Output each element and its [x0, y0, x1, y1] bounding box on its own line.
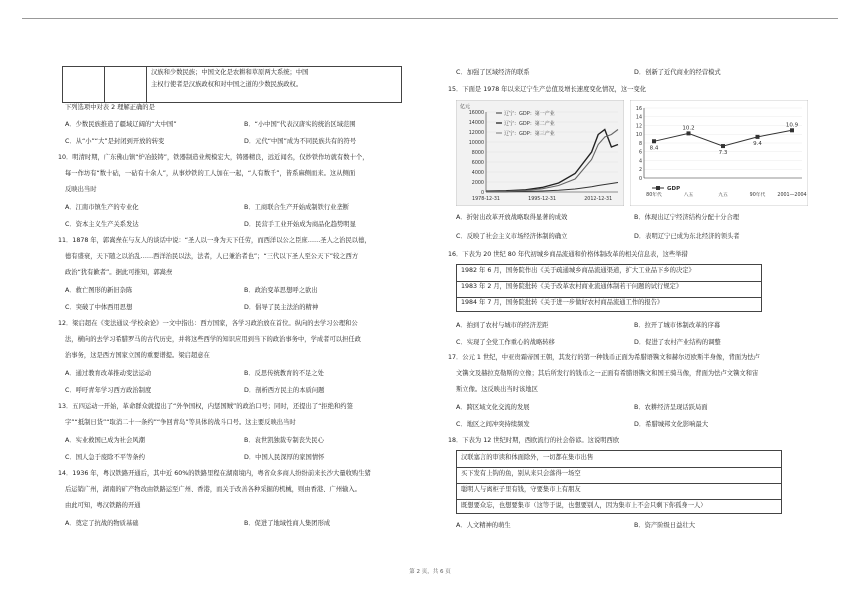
legend-entry-3: 辽宁：GDP：第三产业 — [504, 131, 555, 137]
q11-option-b[interactable]: B．政治变革思想呼之欲出 — [244, 287, 318, 294]
data-point — [721, 144, 725, 148]
q13-line-1: 13．五四运动一开始，革命群众就提出了“外争国权，内惩国贼”的政治口号；同时，还提出了“拒绝和约签 — [58, 403, 353, 410]
q13-option-b[interactable]: B．袁世凯独裁专制丧失民心 — [244, 437, 324, 444]
q16-row-3: 1984 年 7 月，国务院批转《关于进一步做好农村商品流通工作的报告》 — [461, 299, 664, 306]
y-tick-label: 14000 — [468, 120, 484, 126]
q14-option-d[interactable]: D．创新了近代商业的经营模式 — [634, 69, 721, 76]
data-label: 10.9 — [785, 122, 799, 129]
q14-line-3: 由此可知，粤汉铁路的开通 — [65, 502, 141, 509]
q18-row-3: 聪明人与离柜子里有钱，守要集市上有朋友 — [461, 486, 581, 493]
x-tick-labels — [472, 196, 612, 202]
q17-option-b[interactable]: B．农耕经济呈现话跃局面 — [634, 404, 708, 411]
q18-divider-2 — [457, 483, 781, 484]
q16-divider-1 — [457, 281, 761, 282]
data-point — [756, 135, 760, 139]
q17-option-a[interactable]: A．跨区域文化交流的发展 — [456, 404, 530, 411]
q12-option-c[interactable]: C．呼吁青年学习西方政治制度 — [65, 387, 152, 394]
x-tick-label: 2012-12-31 — [584, 197, 613, 202]
data-label: 9.4 — [753, 140, 762, 147]
legend-entry-2: 辽宁：GDP：第二产业 — [504, 121, 555, 127]
q16-row-2: 1983 年 2 月，国务院批转《关于改革农村商业流通体制若干问题的试行规定》 — [461, 283, 683, 290]
q17-option-c[interactable]: C．地区之间冲突持续频发 — [456, 421, 530, 428]
q10-option-c[interactable]: C．资本主义生产关系发达 — [65, 221, 139, 228]
y-tick-label: 8 — [638, 141, 642, 147]
q14-option-b[interactable]: B．促进了地域性商人集团形成 — [244, 520, 331, 527]
q18-option-a[interactable]: A．人文精神的萌生 — [456, 522, 511, 529]
x-tick-label: 1978-12-31 — [472, 197, 500, 202]
q17-line-3: 斯立像。这反映出当时该地区 — [456, 386, 538, 393]
q14-line-1: 14．1936 年，粤汉铁路开通后，其中近 60%的铁路里程在湖南境内，粤省众多商人纷纷前来长沙大量收购生猪 — [58, 470, 371, 477]
y-tick-label: 12000 — [468, 130, 484, 136]
q10-line-1: 10．明清时期，广东佛山镇“炉冶鼓铸”，铁器制造业规模宏大，铸器精良，远近闻名，仅炒铁作坊就有数十个， — [58, 154, 369, 161]
y-tick-label: 2 — [638, 168, 642, 174]
y-tick-label: 6000 — [471, 160, 484, 166]
q15-option-d[interactable]: D．表明辽宁已成为东北经济的领头者 — [634, 233, 740, 240]
q16-divider-2 — [457, 297, 761, 298]
q18-divider-3 — [457, 499, 781, 500]
q18-option-b[interactable]: B．资产阶级日益壮大 — [634, 522, 695, 529]
q16-option-c[interactable]: C．实现了全党工作重心的战略转移 — [456, 339, 555, 346]
table-cell-empty-1 — [63, 67, 105, 103]
data-label: 7.3 — [718, 150, 728, 157]
y-tick-label: 10000 — [468, 140, 484, 146]
legend-entry-1: 辽宁：GDP：第一产业 — [504, 111, 555, 117]
q17-line-2: 文镌文及赫拉克勒斯的立像；其后所发行的钱币之一正面有希腊语镌文和国王骑马像，背面为怯卢文镌文和宙 — [456, 370, 759, 377]
q16-table — [456, 264, 762, 312]
q14-option-a[interactable]: A．奠定了抗战的物质基础 — [65, 520, 139, 527]
q11-line-2: 德有盛衰，天下随之以治乱……西洋治民以法，法者，人已兼治者也”；“三代以下圣人至公天下”较之西方 — [65, 253, 359, 260]
q18-row-4: 既想要众忘，也想要集市（这等于说，也想要别人，因为集市上不会只剩下你孤身一人） — [461, 502, 707, 509]
q16-stem: 16．下表为 20 世纪 80 年代初城乡商品流通和价格体制改革的相关信息表，这些举措 — [448, 251, 688, 258]
table-cell-text — [147, 67, 402, 103]
q17-line-1: 17．公元 1 世纪，中亚贵霜帝国王朝，其发行的第一种钱币正面为希腊语镌文和赫尔迈欧斯半身像，背面为怯卢 — [448, 354, 760, 361]
y-tick-label: 0 — [480, 190, 484, 196]
q12-option-d[interactable]: D．剖析西方民主的本质问题 — [244, 387, 325, 394]
x-tick-label: 80年代 — [646, 193, 662, 198]
q11-line-1: 11．1878 年，郭嵩焘在与友人的谈话中说：“圣人以一身为天下任劳，而西洋以公之臣庶……圣人之治民以德， — [58, 237, 371, 244]
q15-option-a[interactable]: A．折射出改革开放战略取得显著的成效 — [456, 214, 568, 221]
legend-marker — [656, 186, 660, 190]
x-tick-label: 2001—2004 — [777, 193, 807, 198]
data-label: 10.2 — [682, 125, 695, 132]
q11-option-d[interactable]: D．倡导了民主法治的精神 — [244, 304, 319, 311]
q18-row-2: 买下发有上钩的鱼，别从来只会落得一场空 — [461, 470, 581, 477]
y-tick-label: 6 — [638, 150, 642, 156]
legend — [496, 108, 556, 138]
q12-line-1: 12．梁启超在《变法通议·学校余论》一文中指出：西方国家，各学习政治放在首位。纵向的去学习公理和公 — [58, 320, 358, 327]
q11-option-c[interactable]: C．突破了中体西用思想 — [65, 304, 133, 311]
q14-line-2: 后运销广州，湖南的矿产物改由铁路运至广州、香港，而关于改善各种采掘的机械，则由香港、广州输入。 — [65, 486, 361, 493]
q16-option-b[interactable]: B．拉开了城市体制改革的序幕 — [634, 322, 721, 329]
q15-stem: 15．下面是 1978 年以来辽宁生产总值及增长速度变化情况，这一变化 — [448, 86, 647, 93]
q11-option-a[interactable]: A．救亡图形的新旧杂陈 — [65, 287, 133, 294]
q9-option-a[interactable]: A．少数民族推造了疆域辽阔的“大中国” — [65, 121, 177, 128]
table-cell-empty-2 — [105, 67, 147, 103]
y-tick-label: 16 — [635, 106, 642, 112]
header-rule — [22, 18, 838, 19]
q10-option-d[interactable]: D．民营手工业开始成为商品化趋势明显 — [244, 221, 356, 228]
question-9-table-fragment — [62, 66, 402, 103]
y-tick-label: 14 — [635, 115, 642, 121]
table-line-2: 主权行使者是汉族政权和对中国之道的少数民族政权。 — [151, 81, 303, 88]
y-tick-label: 4000 — [471, 170, 484, 176]
y-tick-label: 2000 — [471, 180, 484, 186]
page-footer: 第 2 页，共 6 页 — [409, 569, 451, 575]
q12-line-3: 治事务，这是西方国家立国的重要谱提。梁启超意在 — [65, 352, 210, 359]
y-tick-label: 10 — [635, 133, 642, 139]
q18-stem: 18．下表为 12 世纪时期，西欧流行的社会俗谚。这说明西欧 — [448, 437, 620, 444]
y-tick-label: 0 — [638, 176, 642, 182]
q13-option-c[interactable]: C．国人急于废除不平等条约 — [65, 454, 145, 461]
q13-option-d[interactable]: D．中国人民深厚的家国情怀 — [244, 454, 325, 461]
y-tick-label: 12 — [635, 124, 642, 130]
x-tick-label: 八五 — [683, 193, 694, 198]
q10-option-a[interactable]: A．江南市镇生产的专业化 — [65, 204, 139, 211]
q18-table — [456, 450, 782, 514]
q12-option-a[interactable]: A．通过教育改革推动变法运动 — [65, 370, 152, 377]
q16-option-a[interactable]: A．拍到了农村与城市的经济差距 — [456, 322, 549, 329]
q10-line-3: 反映出当时 — [65, 186, 97, 193]
q14-option-c[interactable]: C．加强了区域经济的联系 — [456, 69, 530, 76]
y-tick-label: 16000 — [468, 110, 484, 116]
q10-line-2: 每一作坊有“数十砧，一砧有十余人”，从事炒铁的工人加在一起，“人有数千”，皆系麻侧而来。这从侧面 — [65, 170, 356, 177]
q18-row-1: 汉联塞言的审读和体面除外，一切都在集市出售 — [461, 454, 594, 461]
y-tick-label: 4 — [638, 159, 642, 165]
q9-option-b[interactable]: B．“小中国”代表汉唐实的统治区域范围 — [244, 121, 356, 128]
q10-option-b[interactable]: B．工商联合生产开始成制铁行业垄断 — [244, 204, 350, 211]
data-point — [687, 131, 691, 135]
ylabel-unit: 亿元 — [460, 104, 471, 110]
x-tick-label: 1995-12-31 — [528, 197, 557, 202]
gdp-sector-chart — [456, 100, 624, 206]
q12-option-b[interactable]: B．反思传统教育的不足之处 — [244, 370, 324, 377]
y-tick-labels — [469, 110, 484, 196]
q16-option-d[interactable]: D．促进了农村产业结构的调整 — [634, 339, 721, 346]
q15-option-c[interactable]: C．反映了社会主义市场经济体制的确立 — [456, 233, 568, 240]
data-point — [652, 139, 656, 143]
table-line-1: 汉族和少数民族；中国文化是农耕和草原两大系统；中国 — [151, 69, 309, 76]
q13-line-2: 字”“抵制日货”“取消二十一条约”“争回青岛”等具体的战斗口号。这主要反映出当时 — [65, 419, 296, 426]
q15-option-b[interactable]: B．体现出辽宁经济结构分配十分合理 — [634, 214, 740, 221]
x-tick-label: 90年代 — [749, 193, 766, 198]
gdp-growth-chart — [630, 100, 808, 206]
q16-row-1: 1982 年 6 月，国务院作出《关于疏通城乡商品流通渠道，扩大工业品下乡的决定》 — [461, 267, 695, 274]
q13-option-a[interactable]: A．实业救国已成为社会风潮 — [65, 437, 145, 444]
q9-stem: 下列选项中对表 2 理解正确的是 — [65, 104, 155, 111]
q17-option-d[interactable]: D．希腊城邦文化影响最大 — [634, 421, 709, 428]
data-label: 8.4 — [649, 145, 659, 152]
q18-divider-1 — [457, 467, 781, 468]
y-tick-label: 8000 — [471, 150, 484, 156]
q9-option-d[interactable]: D．元代“中国”成为不同民族共有的符号 — [244, 138, 357, 145]
x-tick-label: 九五 — [718, 193, 728, 198]
data-point — [790, 128, 794, 132]
q11-line-3: 政治“犹有歉者”。据此可推知，郭嵩焘 — [65, 269, 173, 276]
q12-line-2: 法，横向的去学习希腊罗马的古代历史，并将这些西学的知识应用到当下的政治事务中，学成者可以担任政 — [65, 336, 361, 343]
legend-entry: GDP — [667, 186, 681, 192]
q9-option-c[interactable]: C．从“小”“大”是封闭到开放的转变 — [65, 138, 165, 145]
